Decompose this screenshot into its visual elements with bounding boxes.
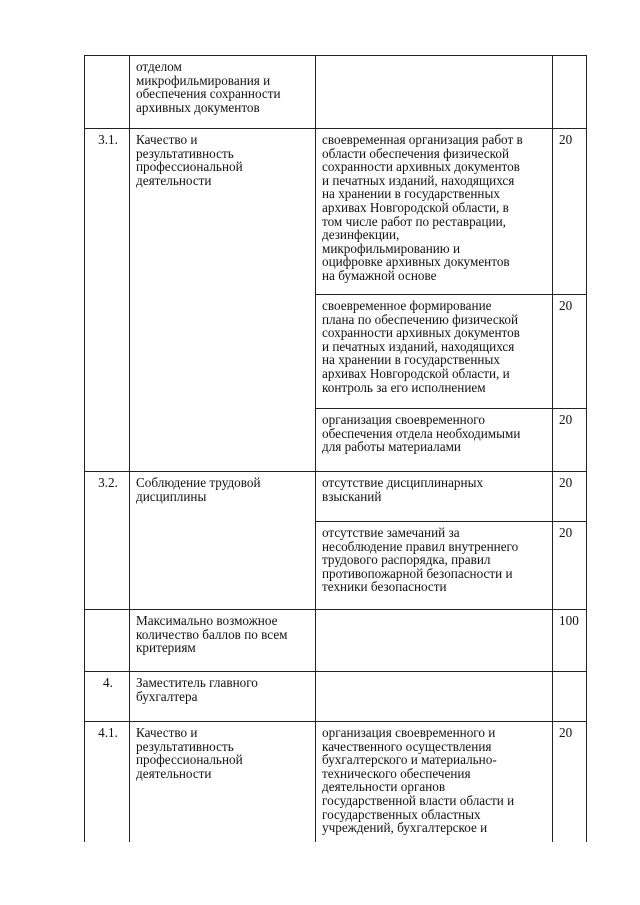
table-row [85, 610, 587, 672]
table-row [85, 672, 587, 722]
indicator-cell [316, 56, 553, 129]
score-cell: 100 [553, 610, 587, 672]
row-number-cell [85, 56, 130, 129]
indicator-cell: своевременное формирование плана по обеспечению физической сохранности архивных документов и печатных изданий, находящихся на хранении в государственных архивах Новгородской области, и контроль за его исполнением [316, 295, 553, 409]
indicator-cell: отсутствие дисциплинарных взысканий [316, 472, 553, 522]
indicator-cell: отсутствие замечаний за несоблюдение правил внутреннего трудового распорядка, правил противопожарной безопасности и техники безопасности [316, 522, 553, 610]
row-number-cell: 3.1. [85, 129, 130, 472]
table-row [85, 129, 587, 295]
score-cell: 20 [553, 409, 587, 472]
table-row [85, 472, 587, 522]
criterion-cell: Соблюдение трудовой дисциплины [130, 472, 316, 610]
indicator-cell [316, 610, 553, 672]
indicator-cell: своевременная организация работ в области обеспечения физической сохранности архивных документов и печатных изданий, находящихся на хранении в государственных архивах Новгородской области, в том числе работ по реставрации, дезинфекции, микрофильмированию и оцифровке архивных документов на бумажной основе [316, 129, 553, 295]
row-number-cell: 4.1. [85, 722, 130, 842]
row-number-cell [85, 610, 130, 672]
indicator-cell [316, 672, 553, 722]
score-cell: 20 [553, 295, 587, 409]
score-cell: 20 [553, 722, 587, 842]
score-cell: 20 [553, 472, 587, 522]
score-cell: 20 [553, 522, 587, 610]
table-row [85, 56, 587, 129]
indicator-cell: организация своевременного и качественного осуществления бухгалтерского и материально- технического обеспечения деятельности органов государственной власти области и государственных областных учреждений, бухгалтерское и [316, 722, 553, 842]
row-number-cell: 4. [85, 672, 130, 722]
score-cell [553, 56, 587, 129]
score-cell [553, 672, 587, 722]
criterion-cell: Качество и результативность профессиональной деятельности [130, 129, 316, 472]
table-row [85, 722, 587, 842]
row-number-cell: 3.2. [85, 472, 130, 610]
criterion-cell: отделом микрофильмирования и обеспечения сохранности архивных документов [130, 56, 316, 129]
indicator-cell: организация своевременного обеспечения отдела необходимыми для работы материалами [316, 409, 553, 472]
criterion-cell: Максимально возможное количество баллов по всем критериям [130, 610, 316, 672]
score-cell: 20 [553, 129, 587, 295]
criterion-cell: Качество и результативность профессиональной деятельности [130, 722, 316, 842]
criteria-table [84, 55, 587, 842]
criterion-cell: Заместитель главного бухгалтера [130, 672, 316, 722]
